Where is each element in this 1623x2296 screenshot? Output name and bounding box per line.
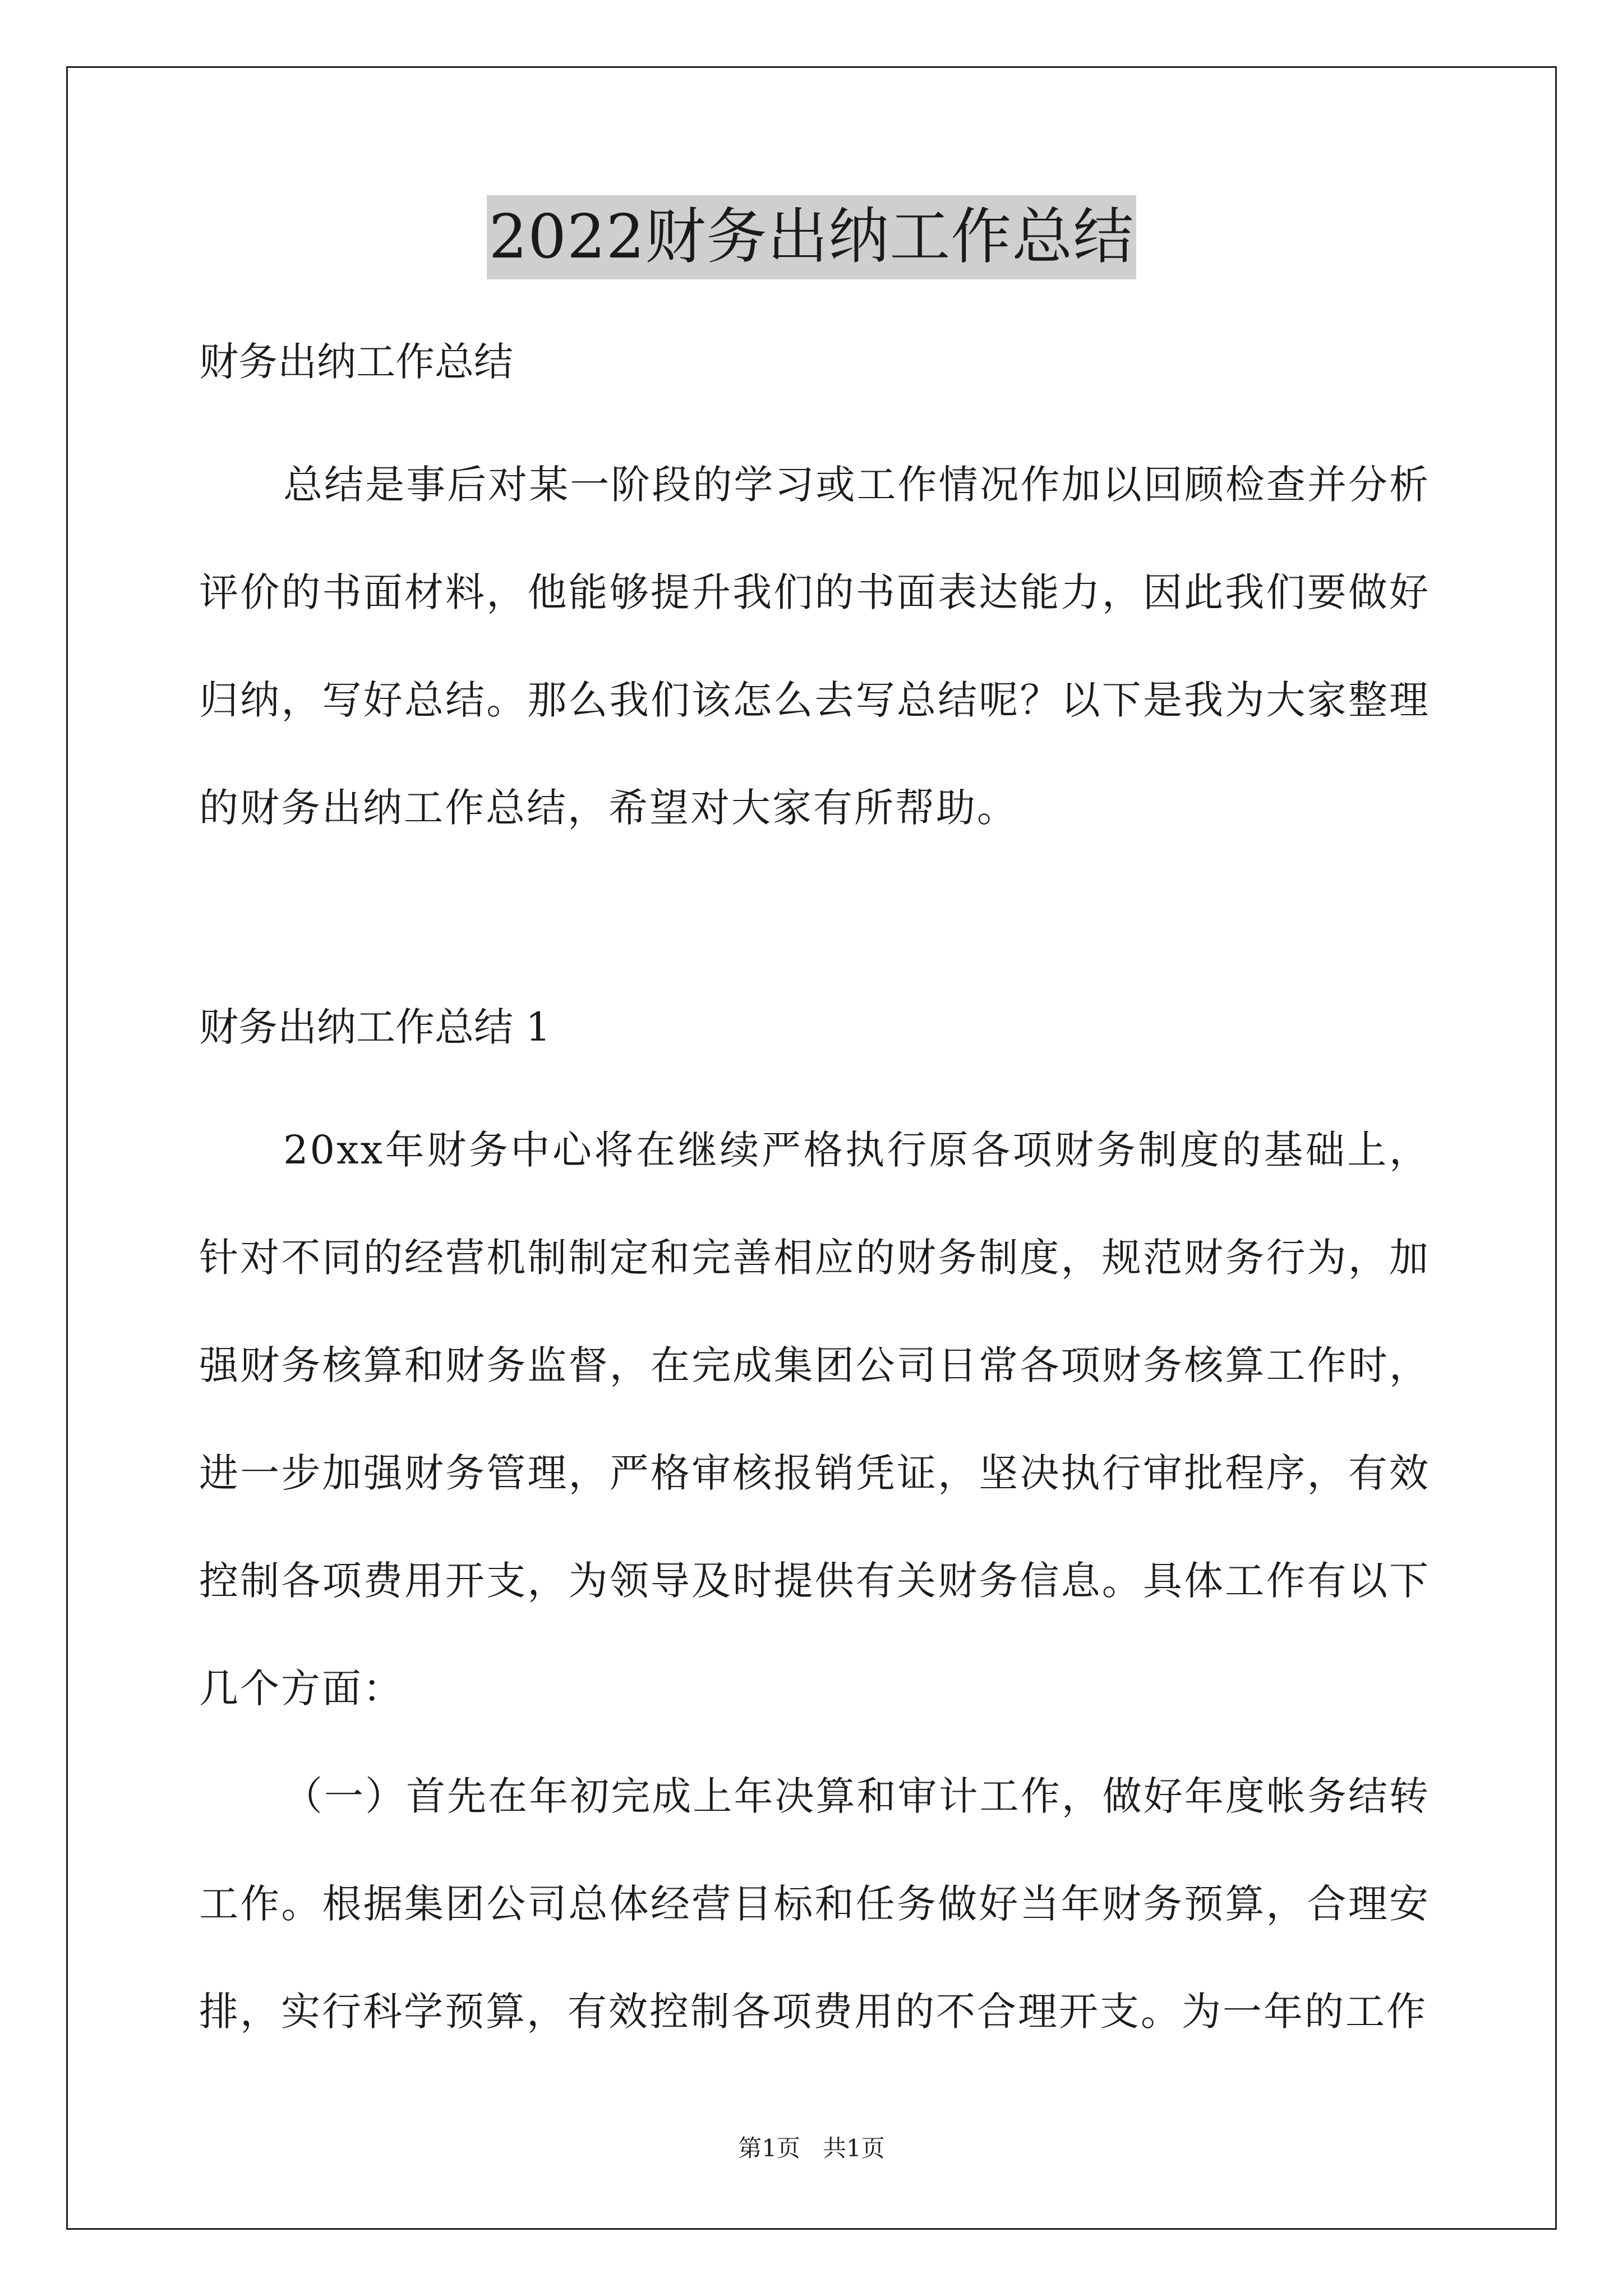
- main-heading: 财务出纳工作总结: [199, 339, 513, 385]
- title-container: [0, 195, 1623, 279]
- page-footer: 第1页 共1页: [738, 2134, 885, 2162]
- intro-paragraph: 总结是事后对某一阶段的学习或工作情况作加以回顾检查并分析评价的书面材料，他能够提升我们的书面表达能力，因此我们要做好归纳，写好总结。那么我们该怎么去写总结呢？以下是我为大家整理的财务出纳工作总结，希望对大家有所帮助。: [199, 462, 1430, 831]
- document-title: 2022财务出纳工作总结: [487, 195, 1137, 279]
- section-1-paragraph-1: 20xx年财务中心将在继续严格执行原各项财务制度的基础上，针对不同的经营机制制定和完善相应的财务制度，规范财务行为，加强财务核算和财务监督，在完成集团公司日常各项财务核算工作时，进一步加强财务管理，严格审核报销凭证，坚决执行审批程序，有效控制各项费用开支，为领导及时提供有关财务信息。具体工作有以下几个方面：: [199, 1127, 1430, 1711]
- section-1-paragraph-2: （一）首先在年初完成上年决算和审计工作，做好年度帐务结转工作。根据集团公司总体经营目标和任务做好当年财务预算，合理安排，实行科学预算，有效控制各项费用的不合理开支。为一年的工作: [199, 1773, 1430, 2035]
- document-body: [199, 337, 1430, 2065]
- section-1-heading: 财务出纳工作总结 1: [199, 1004, 551, 1050]
